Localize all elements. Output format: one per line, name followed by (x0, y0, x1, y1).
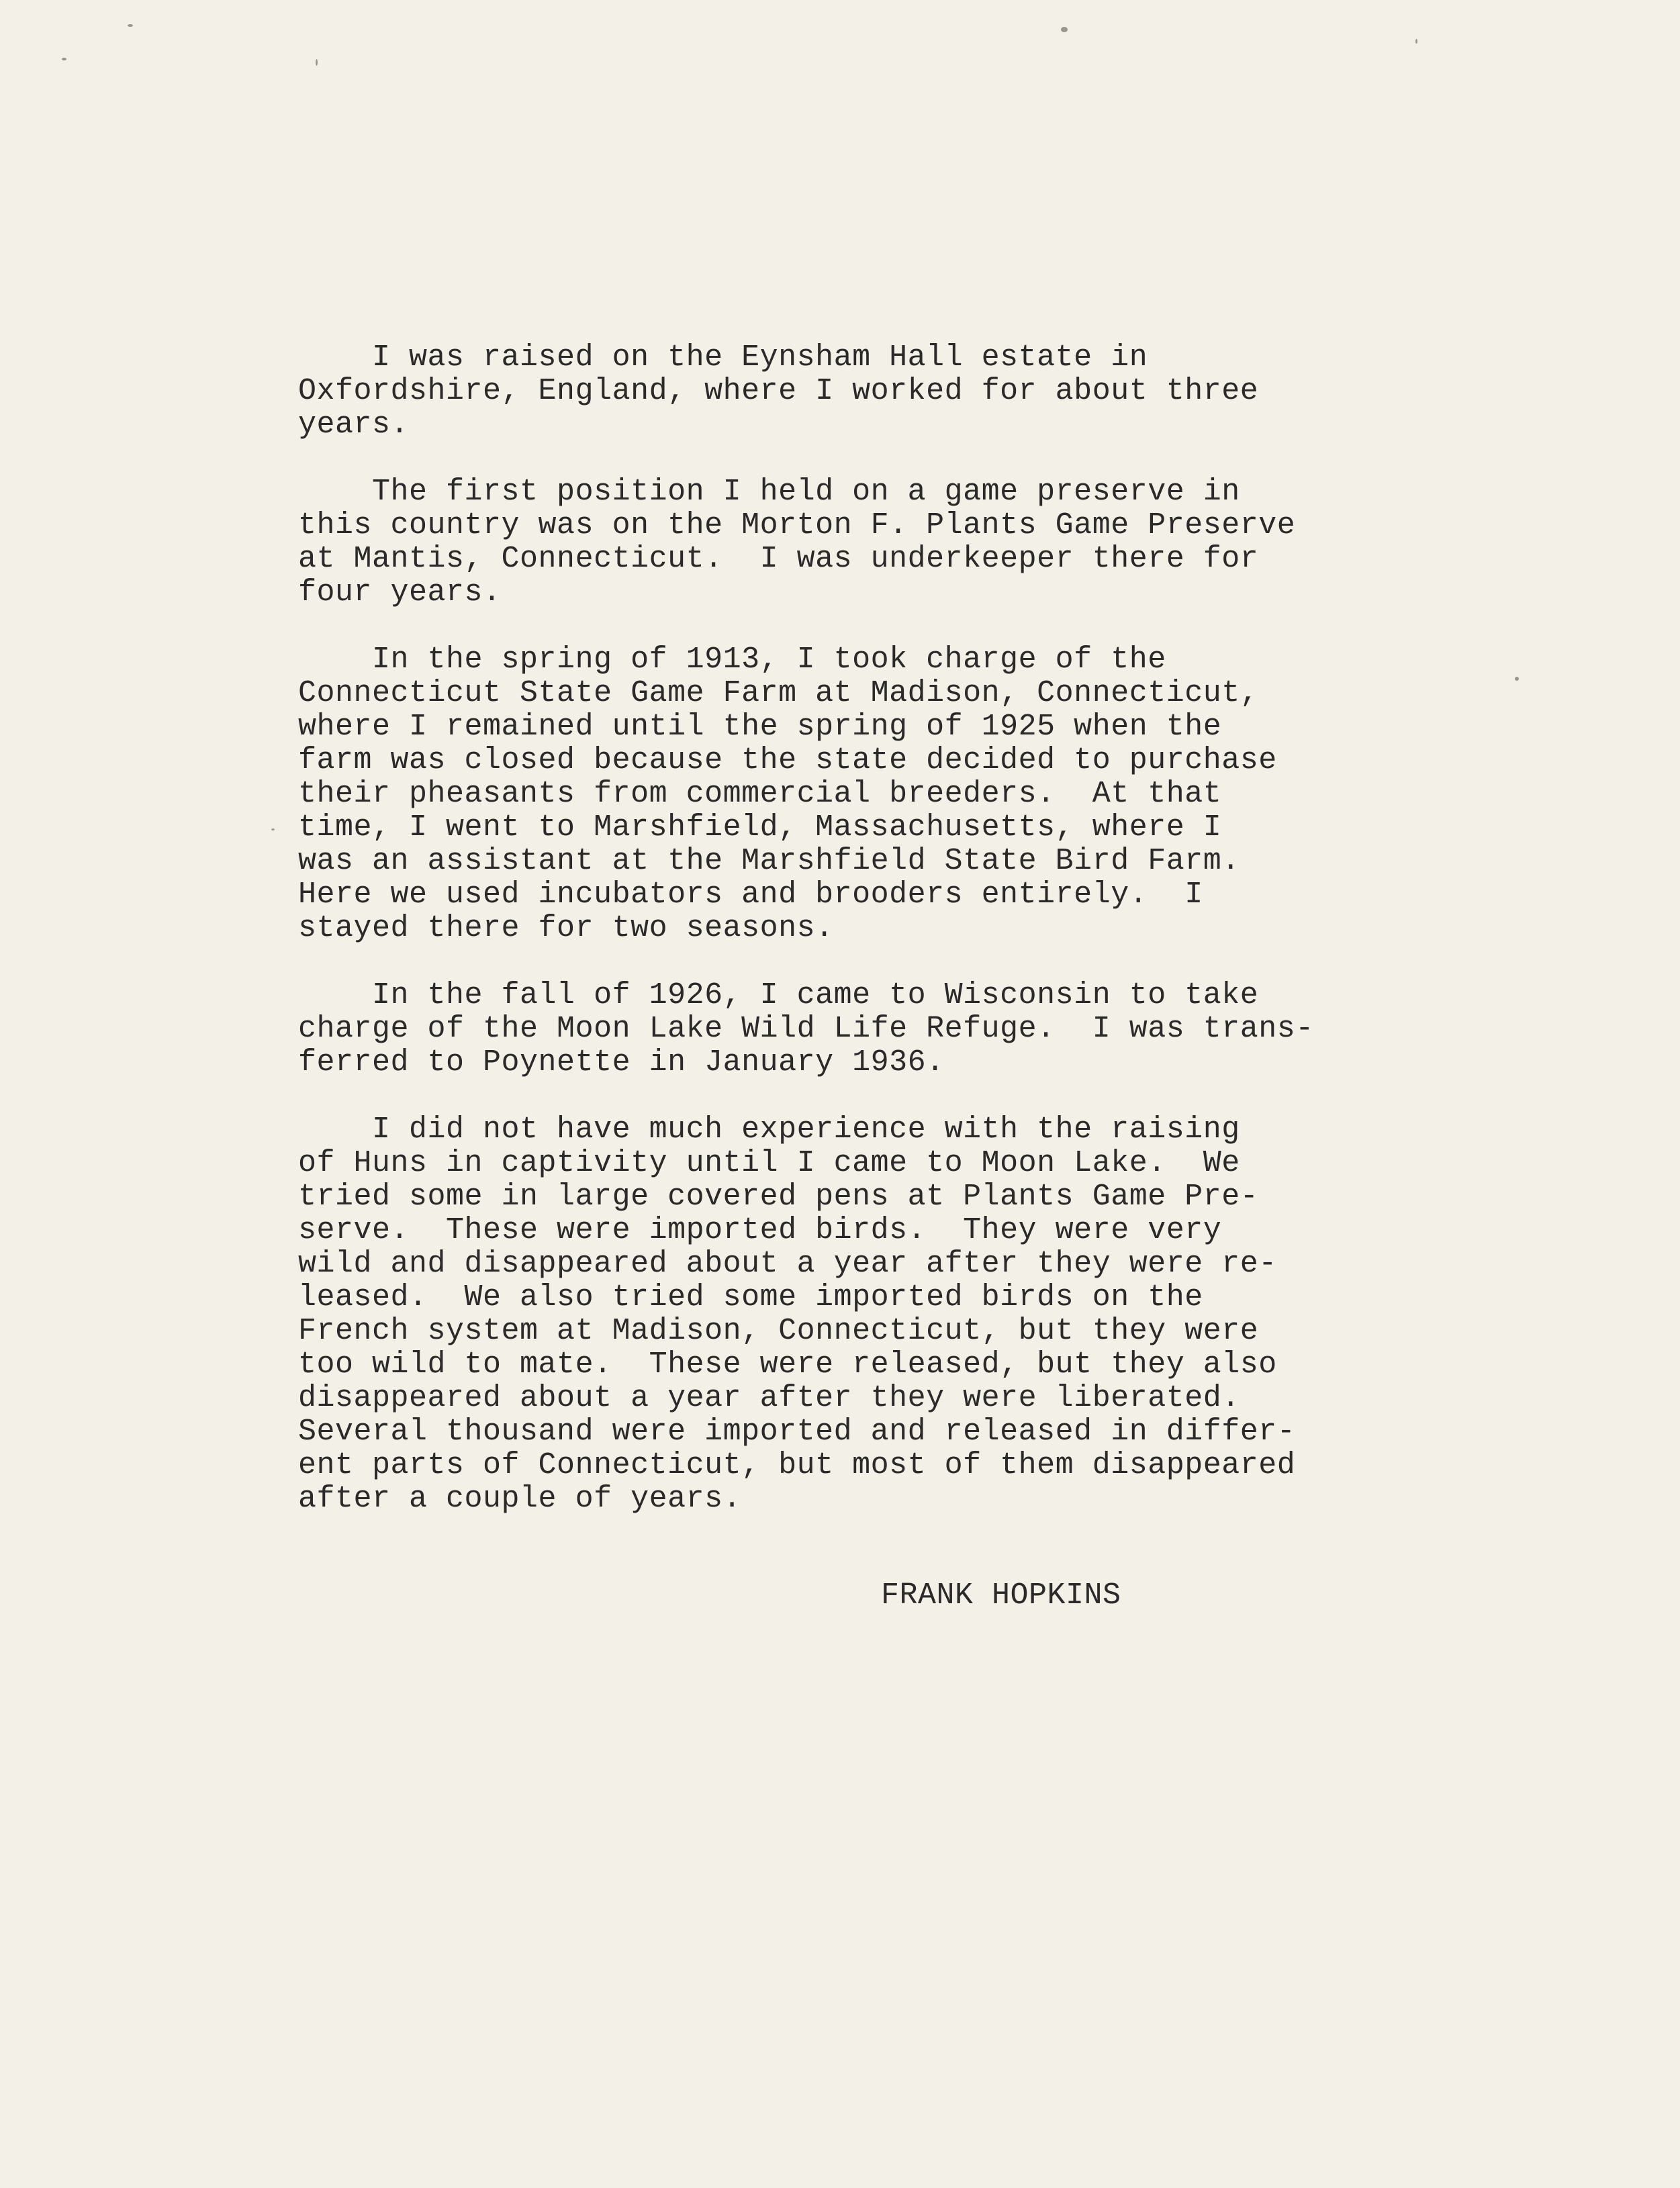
text-line: French system at Madison, Connecticut, but they were (298, 1314, 1259, 1348)
text-line: Oxfordshire, England, where I worked for about three (298, 374, 1259, 408)
text-line: years. (298, 408, 410, 442)
text-line: I did not have much experience with the raising (298, 1112, 1240, 1147)
text-line: charge of the Moon Lake Wild Life Refuge. I was trans- (298, 1012, 1314, 1046)
text-line: of Huns in captivity until I came to Moon Lake. We (298, 1146, 1240, 1180)
text-line: Several thousand were imported and released in differ- (298, 1415, 1296, 1449)
text-line: Here we used incubators and brooders entirely. I (298, 877, 1203, 912)
text-line: four years. (298, 575, 502, 610)
text-line: time, I went to Marshfield, Massachusetts, where I (298, 810, 1222, 845)
paper-speck (128, 24, 133, 27)
text-line: leased. We also tried some imported birds on the (298, 1280, 1203, 1315)
text-line: ent parts of Connecticut, but most of them disappeared (298, 1448, 1296, 1482)
text-line: Connecticut State Game Farm at Madison, Connecticut, (298, 676, 1259, 710)
text-line: farm was closed because the state decided to purchase (298, 743, 1277, 777)
text-line: their pheasants from commercial breeders. At that (298, 777, 1222, 811)
text-line: disappeared about a year after they were liberated. (298, 1381, 1240, 1415)
text-line: The first position I held on a game preserve in (298, 475, 1240, 509)
text-line: at Mantis, Connecticut. I was underkeeper there for (298, 542, 1259, 576)
text-line: this country was on the Morton F. Plants Game Preserve (298, 508, 1296, 542)
text-line: I was raised on the Eynsham Hall estate in (298, 340, 1148, 375)
paper-speck (1515, 677, 1519, 681)
signature-name: FRANK HOPKINS (881, 1578, 1121, 1613)
paper-speck (271, 828, 275, 830)
text-line: after a couple of years. (298, 1482, 742, 1516)
text-line: ferred to Poynette in January 1936. (298, 1045, 945, 1080)
paper-speck (62, 58, 66, 60)
text-line: tried some in large covered pens at Plants Game Pre- (298, 1180, 1259, 1214)
paper-speck (1415, 39, 1417, 44)
text-line: stayed there for two seasons. (298, 911, 834, 945)
text-line: serve. These were imported birds. They were very (298, 1213, 1222, 1247)
text-line: In the fall of 1926, I came to Wisconsin to take (298, 978, 1259, 1012)
text-line: too wild to mate. These were released, but they also (298, 1347, 1277, 1382)
text-line: wild and disappeared about a year after they were re- (298, 1247, 1277, 1281)
text-line: In the spring of 1913, I took charge of the (298, 643, 1166, 677)
text-line: where I remained until the spring of 1925 when the (298, 710, 1222, 744)
paper-speck (316, 59, 318, 66)
paper-speck (1061, 27, 1068, 32)
text-line: was an assistant at the Marshfield State Bird Farm. (298, 844, 1240, 878)
